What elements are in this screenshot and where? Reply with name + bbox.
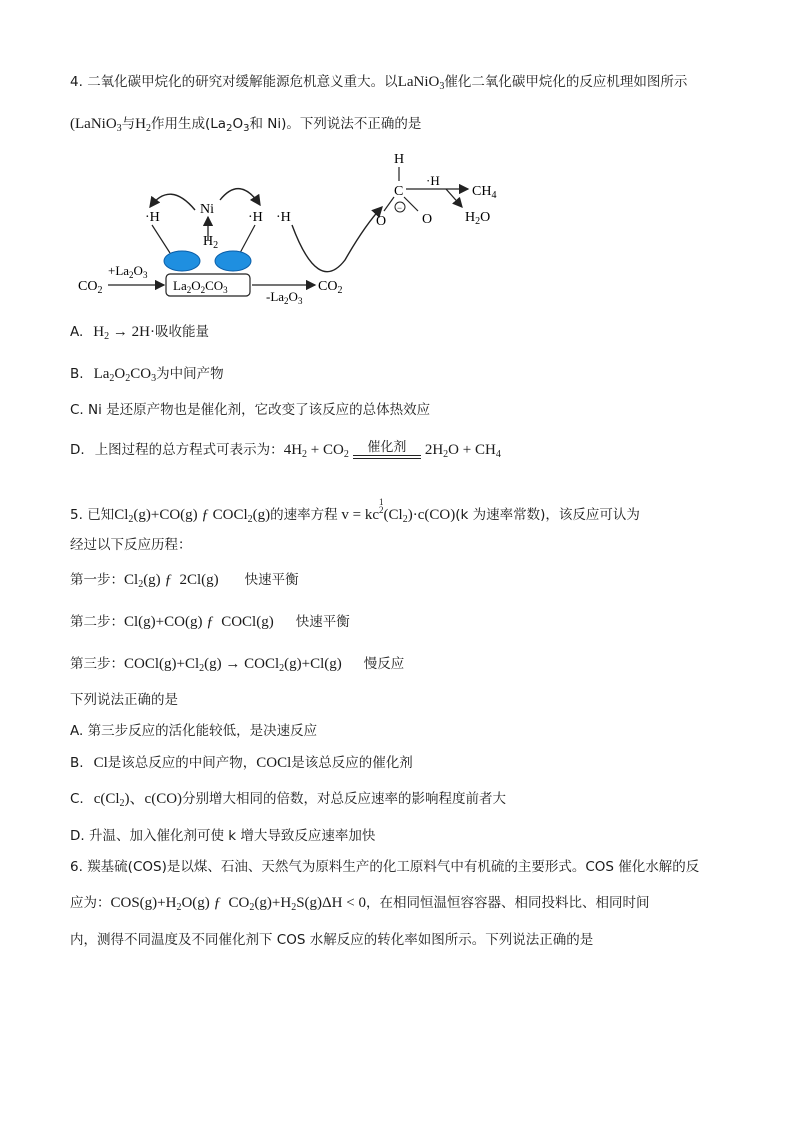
oxygen-left: O <box>376 214 387 229</box>
adsorption-site-ellipse <box>164 251 200 271</box>
curved-arrow-left <box>150 194 195 210</box>
catalyst-equals-sign: 催化剂 <box>353 441 421 459</box>
q4-option-b[interactable]: B. $La_2O_2CO_3$为中间产物 <box>70 366 224 384</box>
q4-option-d[interactable]: D. 上图过程的总方程式可表示为：$4H_2 + CO_2$ 催化剂 $2H_2O + CH_4$ <box>70 440 501 460</box>
h2o-product: $H_2O$ <box>465 210 491 227</box>
exponent-fraction: 1 2 <box>379 497 384 515</box>
h-radical-4: ·H <box>426 173 440 188</box>
q4-catalyst-formula: LaNiO$_3$ <box>397 74 445 92</box>
ch4-product: $CH_4$ <box>472 184 497 201</box>
q5-option-a[interactable]: A. 第三步反应的活化能较低，是决速反应 <box>70 723 318 739</box>
h-radical-2: ·H <box>248 210 263 225</box>
q5-option-c[interactable]: C. $c(Cl_2)$、c(CO)分别增大相同的倍数，对总反应速率的影响程度前者大 <box>70 791 507 809</box>
q4-stem-text: 二氧化碳甲烷化的研究对缓解能源危机意义重大。以 <box>87 74 398 90</box>
q6-stem-line2: 应为：$COS(g)+H_2O(g)$ ƒ $CO_2(g)+H_2S(g)\Delta H < 0$，在相同恒温恒容容器、相同投料比、相同时间 <box>70 895 650 913</box>
h-radical-3: ·H <box>276 210 291 225</box>
ni-label: Ni <box>200 202 214 217</box>
q5-step-1: 第一步：$Cl_2(g)$ ƒ 2Cl(g) 快速平衡 <box>70 572 299 590</box>
q5-prompt: 下列说法正确的是 <box>70 692 178 708</box>
carbon-label: C <box>394 184 404 199</box>
co2-radical: $CO_2$ <box>318 279 343 296</box>
question-number: 4. <box>70 74 83 90</box>
q5-step-3: 第三步：$COCl(g)+Cl_2(g)$ → COCl$_2$(g)+Cl(g) 慢反应 <box>70 656 405 674</box>
plus-la2o3-label: $+La_2O_3$ <box>108 263 148 280</box>
negative-charge: − <box>397 203 403 213</box>
q4-option-a[interactable]: A. $H_2 \to 2H\cdot$吸收能量 <box>70 324 209 342</box>
q5-stem-line2: 经过以下反应历程： <box>70 537 192 553</box>
q6-stem-line3: 内，测得不同温度及不同催化剂下 COS 水解反应的转化率如图所示。下列说法正确的是 <box>70 932 594 948</box>
q4-stem-line1 <box>70 72 730 92</box>
minus-la2o3-label: $-La_2O_3$ <box>266 289 303 306</box>
q5-step-2: 第二步：Cl(g)+CO(g) ƒ COCl(g) 快速平衡 <box>70 614 350 630</box>
q5-option-d[interactable]: D. 升温、加入催化剂可使 k 增大导致反应速率加快 <box>70 828 376 844</box>
q4-option-c[interactable]: C. Ni 是还原产物也是催化剂，它改变了该反应的总体热效应 <box>70 402 431 418</box>
q5-stem-line1: 5. 已知$Cl_2(g)+CO(g)$ ƒ COCl$_2$(g)的速率方程 v = kc 1 2 $(Cl_2)\cdot c(CO)(k$ 为速率常数)，该反应可认为 <box>70 497 640 525</box>
question-number: 6. <box>70 859 83 875</box>
h2-label: $H_2$ <box>203 234 219 251</box>
reaction-mechanism-diagram <box>70 145 530 315</box>
q6-stem-line1: 6. 羰基硫(COS)是以煤、石油、天然气为原料生产的化工原料气中有机硫的主要形式。COS 催化水解的反 <box>70 859 700 875</box>
wave-arrow <box>292 207 382 272</box>
la2o2co3-label: $La_2O_2CO_3$ <box>173 278 228 295</box>
co2-reactant: $CO_2$ <box>78 279 103 296</box>
curved-arrow-right <box>220 189 260 205</box>
h-radical-1: ·H <box>145 210 160 225</box>
oxygen-right: O <box>422 212 433 227</box>
q4-stem-line2: (LaNiO$_3$与$H_2$作用生成($La_2O_3$和 Ni)。下列说法不正确的是 <box>70 116 422 134</box>
adsorption-site-ellipse <box>215 251 251 271</box>
question-number: 5. <box>70 507 83 523</box>
h-top-label: H <box>394 152 405 167</box>
q4-stem-text-2: 催化二氧化碳甲烷化的反应机理如图所示 <box>444 74 688 90</box>
q5-option-b[interactable]: B. Cl是该总反应的中间产物，COCl是该总反应的催化剂 <box>70 755 413 771</box>
